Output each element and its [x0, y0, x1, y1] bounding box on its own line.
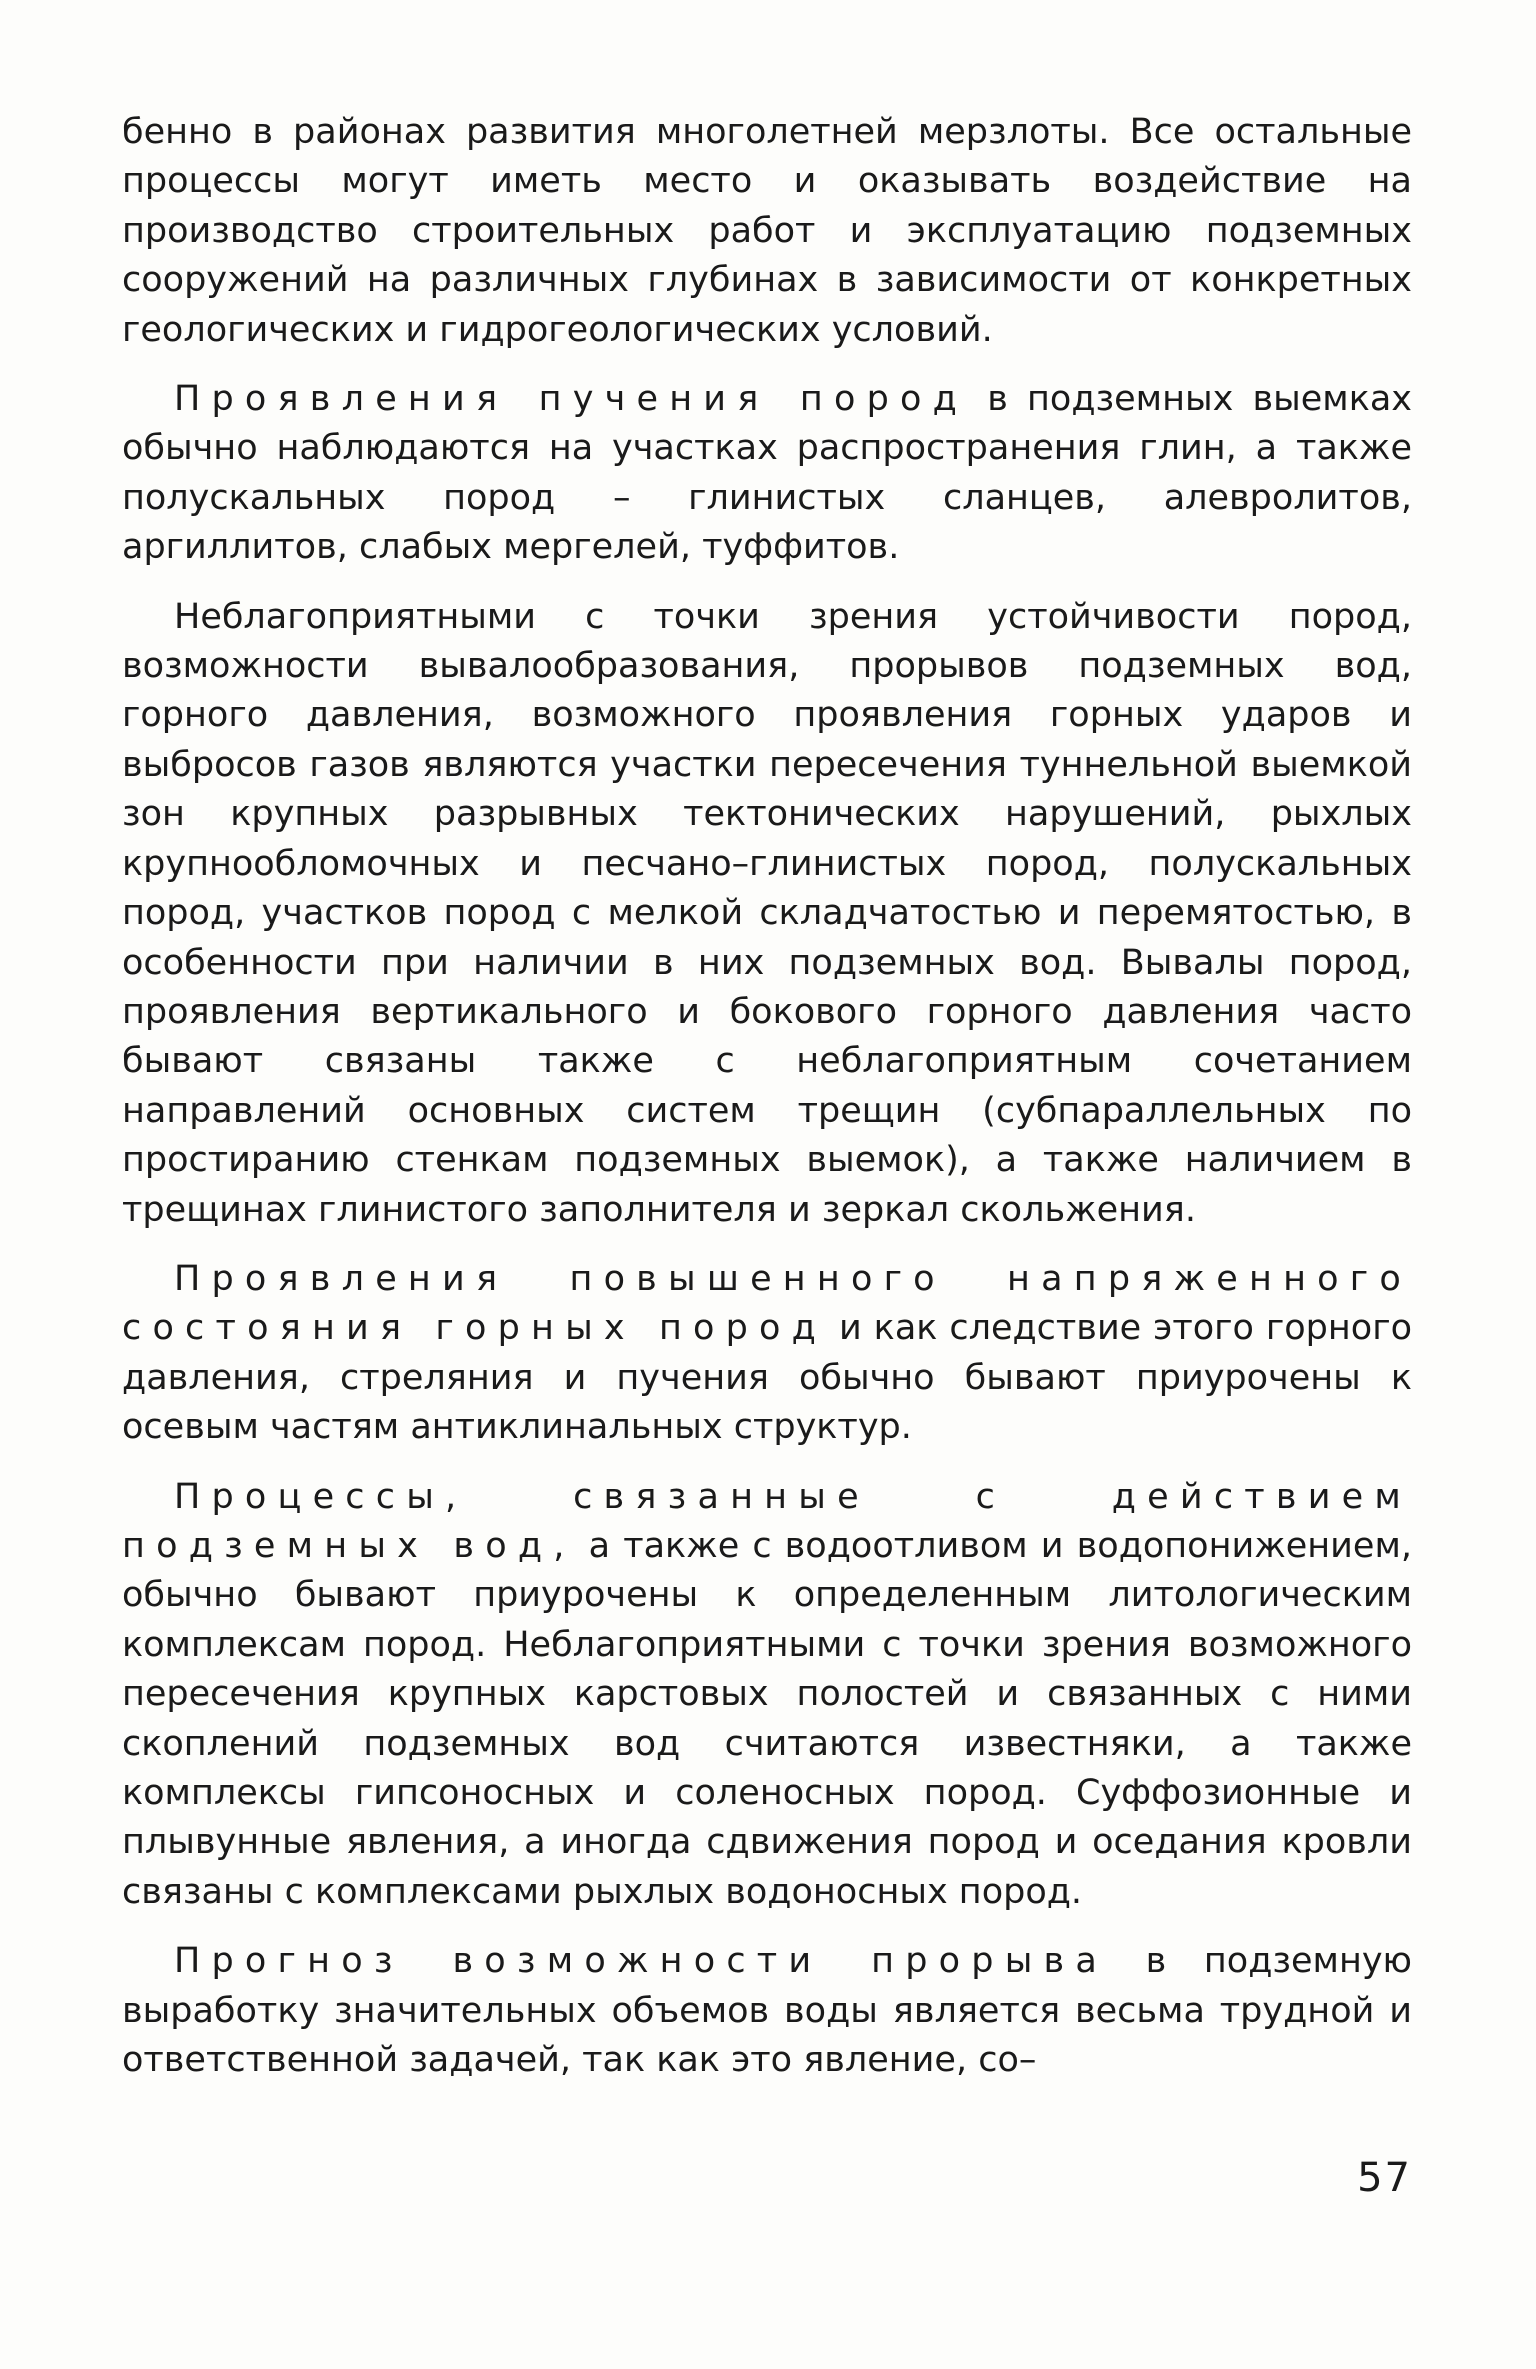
body-text: [122, 108, 1412, 2085]
paragraph-text: и как следствие этого горного давления, стреляния и пучения обычно бывают приурочены к осевым частям антиклинальных структур.: [122, 1308, 1413, 1448]
paragraph-lead: Проявления пучения пород: [174, 379, 969, 420]
paragraph-1: [122, 108, 1412, 355]
paragraph-2: [122, 375, 1412, 573]
paragraph-lead: Прогноз возможности прорыва: [174, 1941, 1109, 1982]
paragraph-5: [122, 1473, 1412, 1918]
paragraph-text: Неблагоприятными с точки зрения устойчивости пород, возможности вывалообразования, прорывов подземных вод, горного давления, возможного проявления горных ударов и выбросов газов являются участки пересечения туннельной выемкой зон крупных разрывных тектонических нарушений, рыхлых крупнообломочных и песчано–глинистых пород, полускальных пород, участков пород с мелкой складчатостью и перемятостью, в особенности при наличии в них подземных вод. Вывалы пород, проявления вертикального и бокового горного давления часто бывают связаны также с неблагоприятным сочетанием направлений основных систем трещин (субпараллельных по простиранию стенкам подземных выемок), а также наличием в трещинах глинистого заполнителя и зеркал скольжения.: [122, 596, 1412, 1230]
paragraph-6: [122, 1937, 1412, 2085]
paragraph-text: бенно в районах развития многолетней мерзлоты. Все остальные процессы могут иметь место и оказывать воздействие на производство строительных работ и эксплуатацию подземных сооружений на различных глубинах в зависимости от конкретных геологических и гидрогеологических условий.: [122, 112, 1412, 350]
paragraph-4: [122, 1255, 1412, 1453]
paragraph-text: в подземную выработку значительных объемов воды является весьма трудной и ответственной задачей, так как это явление, со–: [122, 1941, 1412, 2081]
paragraph-lead: Процессы, связанные с действием подземных вод,: [122, 1476, 1412, 1566]
paragraph-text: в подземных выемках обычно наблюдаются на участках распространения глин, а также полускальных пород – глинистых сланцев, алевролитов, аргиллитов, слабых мергелей, туффитов.: [122, 379, 1413, 568]
paragraph-3: [122, 593, 1412, 1235]
paragraph-text: а также с водоотливом и водопонижением, обычно бывают приурочены к определенным литологическим комплексам пород. Неблагоприятными с точки зрения возможного пересечения крупных карстовых полостей и связанных с ними скоплений подземных вод считаются известняки, а также комплексы гипсоносных и соленосных пород. Суффозионные и плывунные явления, а иногда сдвижения пород и оседания кровли связаны с комплексами рыхлых водоносных пород.: [122, 1525, 1412, 1912]
page-number: 57: [1357, 2155, 1412, 2201]
paragraph-lead: Проявления повышенного напряженного состояния горных пород: [122, 1258, 1412, 1349]
